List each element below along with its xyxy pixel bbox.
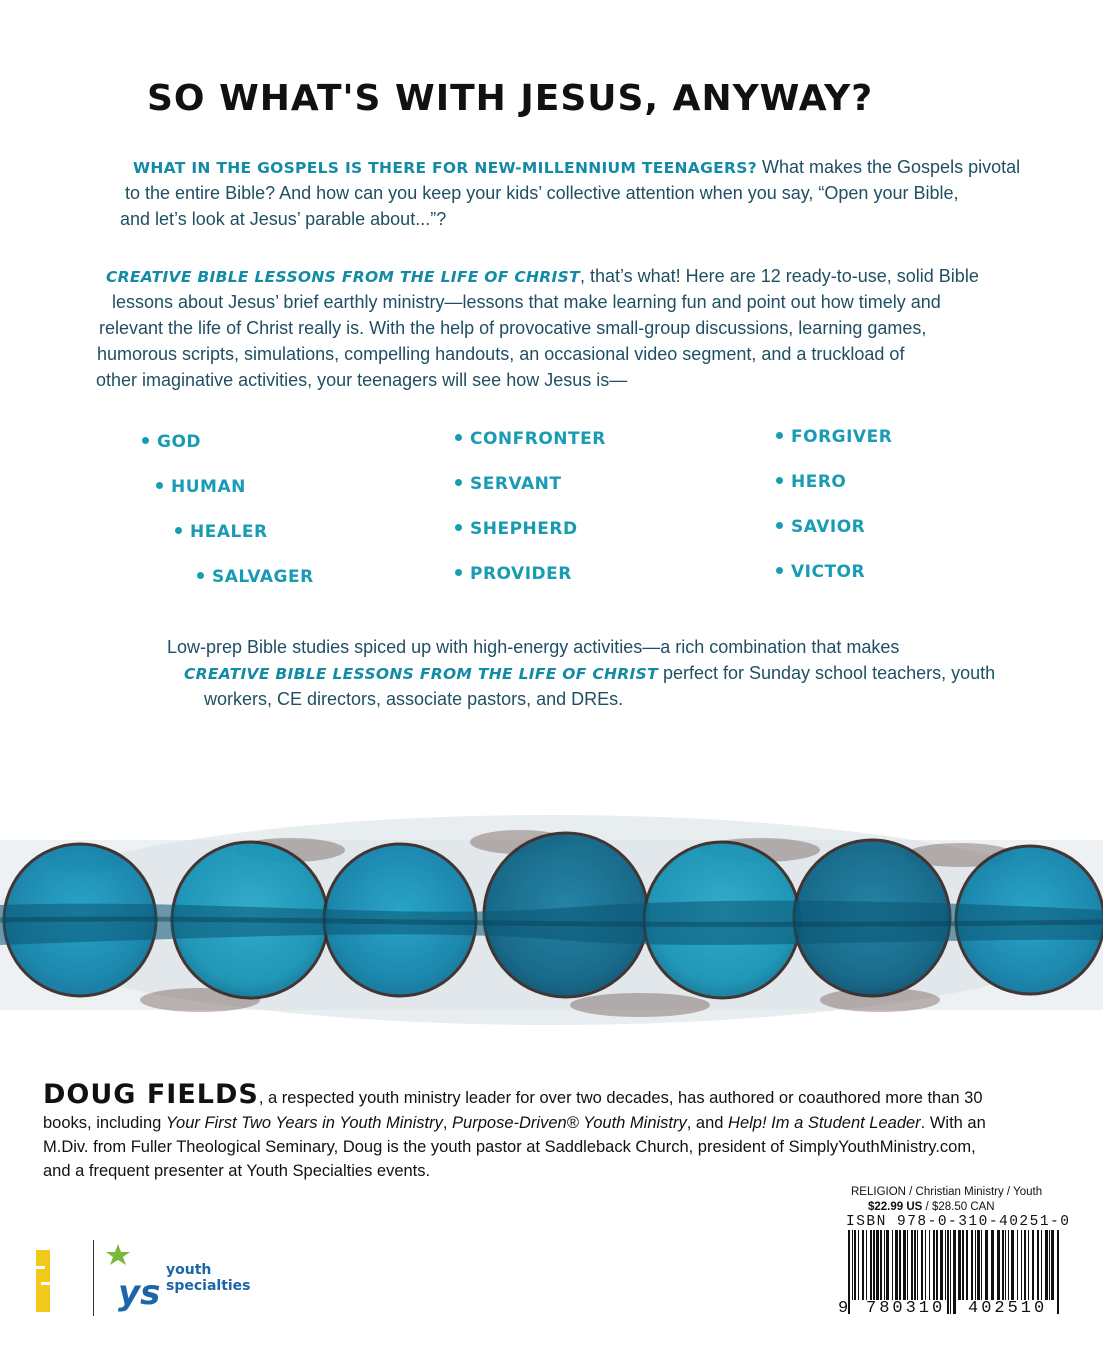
barcode-bar: [858, 1230, 859, 1300]
logo-divider: [93, 1240, 94, 1316]
bullet-forgiver: FORGIVER: [776, 427, 892, 447]
bullet-shepherd: SHEPHERD: [455, 519, 578, 539]
barcode-bar: [1011, 1230, 1014, 1300]
price-can: $28.50 CAN: [931, 1201, 995, 1213]
bullet-savior: SAVIOR: [776, 517, 865, 537]
author-line-1-rest: , a respected youth ministry leader for over two decades, has authored or coauthored more than 30: [258, 1089, 983, 1107]
para2-book-title: CREATIVE BIBLE LESSONS FROM THE LIFE OF CHRIST: [106, 268, 580, 286]
isbn-text: ISBN 978-0-310-40251-0: [846, 1214, 1071, 1230]
intro-line-2: to the entire Bible? And how can you keep your kids’ collective attention when you say, “Open your Bible,: [125, 183, 959, 203]
barcode-bar: [848, 1230, 850, 1314]
bullet-healer: HEALER: [175, 522, 268, 542]
barcode-bar: [1028, 1230, 1029, 1300]
barcode-bar: [884, 1230, 885, 1300]
barcode-bar: [1017, 1230, 1018, 1300]
author-line-4: and a frequent presenter at Youth Specialties events.: [43, 1162, 431, 1180]
bullet-dot-icon: [197, 572, 204, 579]
barcode-bar: [873, 1230, 875, 1300]
author-line-3: M.Div. from Fuller Theological Seminary, Doug is the youth pastor at Saddleback Church, president of SimplyYouthMinistry.com,: [43, 1138, 976, 1156]
bullet-confronter: CONFRONTER: [455, 429, 606, 449]
barcode-bar: [862, 1230, 864, 1300]
bullet-dot-icon: [175, 527, 182, 534]
bullet-salvager: SALVAGER: [197, 567, 314, 587]
barcode-bar: [876, 1230, 879, 1300]
para3-line-1: Low-prep Bible studies spiced up with high-energy activities—a rich combination that makes: [167, 637, 900, 657]
bullet-dot-icon: [455, 479, 462, 486]
barcode-bar: [870, 1230, 872, 1300]
logo-word-specialties: specialties: [166, 1278, 251, 1294]
bullet-dot-icon: [776, 432, 783, 439]
para2-line-5: other imaginative activities, your teenagers will see how Jesus is—: [96, 370, 628, 390]
category-label: RELIGION / Christian Ministry / Youth: [851, 1186, 1043, 1198]
para2-line-1-rest: , that’s what! Here are 12 ready-to-use, solid Bible: [579, 266, 979, 286]
bullet-dot-icon: [776, 477, 783, 484]
logo-word-youth: youth: [166, 1262, 212, 1278]
price-line: $22.99 US / $28.50 CAN: [868, 1201, 995, 1213]
barcode-bar: [962, 1230, 964, 1300]
barcode-bar: [958, 1230, 961, 1300]
youth-specialties-logo: [104, 1242, 264, 1314]
barcode-bar: [886, 1230, 889, 1300]
intro-line-3: and let’s look at Jesus’ parable about...”?: [120, 209, 447, 229]
bullet-dot-icon: [156, 482, 163, 489]
barcode-bar: [852, 1230, 853, 1300]
intro-line-1: [133, 154, 1020, 181]
barcode-bar: [953, 1230, 956, 1314]
author-line-2: books, including Your First Two Years in Youth Ministry, Purpose-Driven® Youth Ministry, and Help! Im a Student Leader. With an: [43, 1114, 986, 1132]
barcode-bar: [940, 1230, 943, 1300]
barcode-bar: [1041, 1230, 1042, 1300]
book-title-first-two-years: Your First Two Years in Youth Ministry: [165, 1114, 443, 1132]
barcode-bar: [1057, 1230, 1059, 1314]
barcode-bar: [895, 1230, 898, 1300]
para3-book-title: CREATIVE BIBLE LESSONS FROM THE LIFE OF CHRIST: [184, 665, 658, 683]
barcode-bar: [936, 1230, 938, 1300]
para2-line-4: humorous scripts, simulations, compelling handouts, an occasional video segment, and a truckload of: [97, 344, 905, 364]
barcode-bar: [907, 1230, 908, 1300]
barcode-bar: [892, 1230, 893, 1300]
barcode-bar: [1045, 1230, 1048, 1300]
para3-line-3: workers, CE directors, associate pastors, and DREs.: [204, 689, 624, 709]
barcode-bar: [854, 1230, 856, 1300]
barcode-bar: [1021, 1230, 1022, 1300]
headline: SO WHAT'S WITH JESUS, ANYWAY?: [147, 78, 874, 119]
barcode-bar: [917, 1230, 918, 1300]
barcode-bar: [1024, 1230, 1026, 1300]
bullet-victor: VICTOR: [776, 562, 865, 582]
bullet-servant: SERVANT: [455, 474, 561, 494]
book-title-purpose-driven: Purpose-Driven® Youth Ministry: [452, 1114, 687, 1132]
barcode-bar: [985, 1230, 988, 1300]
barcode-bar: [1002, 1230, 1004, 1300]
author-line-1: [43, 1079, 983, 1110]
barcode-bar: [933, 1230, 935, 1300]
bullet-dot-icon: [455, 434, 462, 441]
barcode-bar: [971, 1230, 973, 1300]
barcode-bar: [1049, 1230, 1050, 1300]
price-us: $22.99 US: [868, 1201, 923, 1213]
barcode-bar: [975, 1230, 976, 1300]
ys-mark-icon: [104, 1242, 164, 1314]
barcode-digits-left: 780310: [866, 1299, 946, 1318]
barcode-bar: [1032, 1230, 1034, 1300]
barcode-bar: [1005, 1230, 1006, 1300]
bullet-human: HUMAN: [156, 477, 246, 497]
barcode-bar: [1051, 1230, 1054, 1300]
barcode-bar: [925, 1230, 926, 1300]
barcode-bar: [899, 1230, 901, 1300]
para3-line-2-rest: perfect for Sunday school teachers, youth: [657, 663, 996, 683]
para2-line-3: relevant the life of Christ really is. With the help of provocative small-group discussions, learning games,: [99, 318, 927, 338]
barcode-bar: [880, 1230, 882, 1300]
bullet-dot-icon: [776, 522, 783, 529]
barcode-bar: [866, 1230, 867, 1300]
bullet-provider: PROVIDER: [455, 564, 572, 584]
bullet-dot-icon: [455, 524, 462, 531]
barcode-bar: [997, 1230, 1000, 1300]
painted-circles-artwork: [0, 780, 1103, 1060]
intro-lead: WHAT IN THE GOSPELS IS THERE FOR NEW-MILLENNIUM TEENAGERS?: [133, 159, 757, 177]
para2-line-1: [106, 263, 979, 290]
para3-line-2: [184, 660, 995, 687]
zondervan-logo-icon: [36, 1250, 50, 1312]
barcode-bar: [1008, 1230, 1009, 1300]
bullet-dot-icon: [142, 437, 149, 444]
barcode-bar: [945, 1230, 946, 1300]
barcode-bar: [911, 1230, 913, 1300]
barcode-bar: [1037, 1230, 1039, 1300]
bullet-dot-icon: [455, 569, 462, 576]
barcode-bar: [921, 1230, 923, 1300]
barcode-bar: [947, 1230, 949, 1314]
svg-text:ys: ys: [118, 1273, 161, 1313]
zondervan-logo: [36, 1250, 50, 1312]
book-title-help: Help! Im a Student Leader: [728, 1114, 921, 1132]
barcode-digit-lead: 9: [838, 1299, 849, 1318]
barcode-bar: [950, 1230, 951, 1314]
barcode-bar: [981, 1230, 982, 1300]
barcode-bar: [903, 1230, 906, 1300]
barcode-bar: [966, 1230, 968, 1300]
bullet-hero: HERO: [776, 472, 846, 492]
bullet-god: GOD: [142, 432, 201, 452]
author-name: DOUG FIELDS: [43, 1079, 259, 1110]
barcode-bar: [929, 1230, 930, 1300]
barcode-bar: [914, 1230, 916, 1300]
para2-line-2: lessons about Jesus’ brief earthly ministry—lessons that make learning fun and point out how timely and: [112, 292, 941, 312]
barcode-bar: [991, 1230, 994, 1300]
bullet-dot-icon: [776, 567, 783, 574]
intro-line-1-rest: What makes the Gospels pivotal: [756, 157, 1021, 177]
barcode-digits-right: 402510: [968, 1299, 1048, 1318]
barcode-bar: [977, 1230, 980, 1300]
